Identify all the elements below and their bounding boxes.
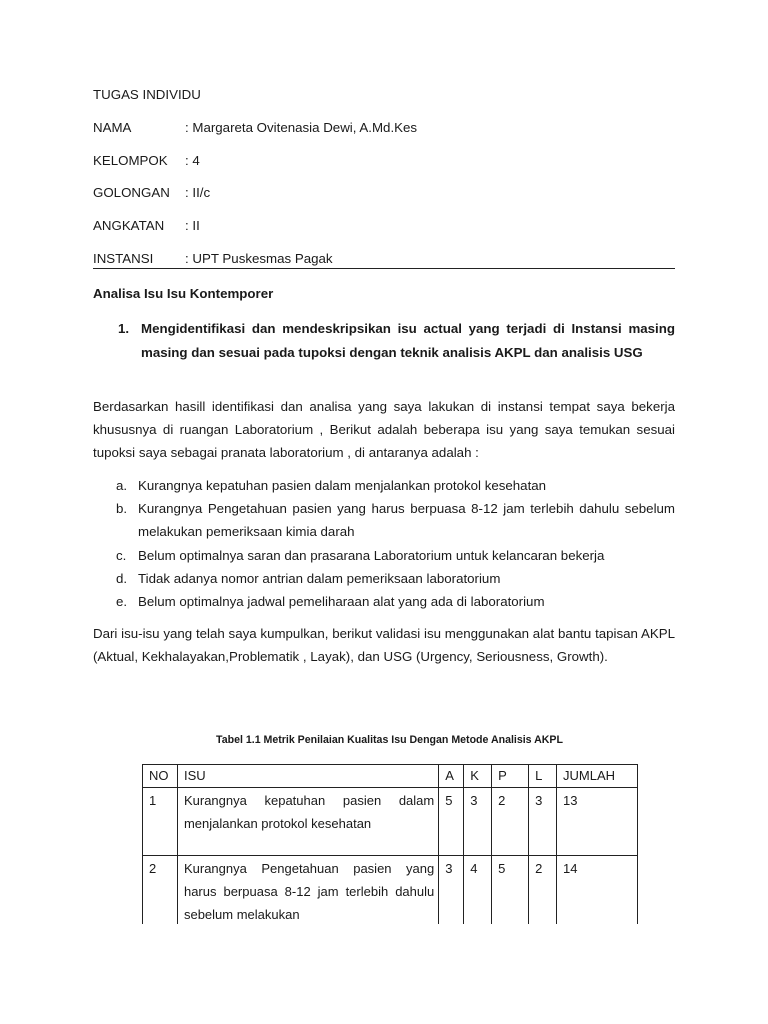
item-number: 1. (118, 321, 130, 336)
header-l: L (529, 765, 557, 788)
list-marker: a. (116, 478, 128, 493)
field-value: : 4 (185, 153, 200, 168)
field-value: : Margareta Ovitenasia Dewi, A.Md.Kes (185, 120, 418, 135)
cell-l: 3 (529, 788, 557, 856)
cell-a: 3 (439, 856, 464, 925)
cell-l: 2 (529, 856, 557, 925)
cell-a: 5 (439, 788, 464, 856)
item-text: Mengidentifikasi dan mendeskripsikan isu actual yang terjadi di Instansi masing masing dan sesuai pada tupoksi dengan teknik analisis AKPL dan analisis USG (141, 321, 675, 360)
header-no: NO (143, 765, 178, 788)
cell-p: 2 (492, 788, 529, 856)
cell-isu: Kurangnya kepatuhan pasien dalam menjalankan protokol kesehatan (177, 788, 438, 856)
table-header-row (143, 765, 638, 788)
cell-no: 2 (143, 856, 178, 925)
field-label: KELOMPOK (93, 153, 168, 168)
cell-p: 5 (492, 856, 529, 925)
list-item-text: Belum optimalnya saran dan prasarana Laboratorium untuk kelancaran bekerja (138, 547, 605, 563)
akpl-table (142, 764, 638, 924)
list-item-text: Tidak adanya nomor antrian dalam pemeriksaan laboratorium (138, 570, 501, 586)
list-marker: c. (116, 547, 127, 563)
list-marker: e. (116, 594, 128, 610)
cell-k: 4 (464, 856, 492, 925)
cell-isu: Kurangnya Pengetahuan pasien yang harus berpuasa 8-12 jam terlebih dahulu sebelum melakukan (177, 856, 438, 925)
field-label: NAMA (93, 120, 132, 135)
table-caption: Tabel 1.1 Metrik Penilaian Kualitas Isu Dengan Metode Analisis AKPL (216, 734, 563, 746)
cell-k: 3 (464, 788, 492, 856)
list-item-text: Kurangnya Pengetahuan pasien yang harus berpuasa 8-12 jam terlebih dahulu sebelum melakukan pemeriksaan kimia darah (138, 501, 675, 540)
table-row (143, 788, 638, 856)
cell-jumlah: 13 (557, 788, 638, 856)
list-marker: d. (116, 570, 128, 586)
header-isu: ISU (177, 765, 438, 788)
header-p: P (492, 765, 529, 788)
intro-paragraph: Berdasarkan hasill identifikasi dan analisa yang saya lakukan di instansi tempat saya bekerja khususnya di ruangan Laboratorium , Berikut adalah beberapa isu yang saya temukan sesuai tupoksi saya sebagai pranata laboratorium , di antaranya adalah : (93, 399, 675, 460)
section-heading: Analisa Isu Isu Kontemporer (93, 286, 274, 301)
field-label: GOLONGAN (93, 185, 170, 200)
list-item-text: Belum optimalnya jadwal pemeliharaan alat yang ada di laboratorium (138, 594, 545, 610)
field-value: : II (185, 218, 200, 233)
list-marker: b. (116, 501, 128, 517)
header-jumlah: JUMLAH (557, 765, 638, 788)
field-value: : II/c (185, 185, 211, 200)
document-title: TUGAS INDIVIDU (93, 87, 201, 102)
table-row (143, 856, 638, 925)
cell-no: 1 (143, 788, 178, 856)
validation-paragraph: Dari isu-isu yang telah saya kumpulkan, berikut validasi isu menggunakan alat bantu tapisan AKPL (Aktual, Kekhalayakan,Problematik , Layak), dan USG (Urgency, Seriousness, Growth). (93, 626, 675, 664)
field-label: ANGKATAN (93, 218, 165, 233)
header-a: A (439, 765, 464, 788)
list-item-text: Kurangnya kepatuhan pasien dalam menjalankan protokol kesehatan (138, 478, 547, 493)
field-label: INSTANSI (93, 251, 154, 266)
header-k: K (464, 765, 492, 788)
cell-jumlah: 14 (557, 856, 638, 925)
field-value: : UPT Puskesmas Pagak (185, 251, 333, 266)
